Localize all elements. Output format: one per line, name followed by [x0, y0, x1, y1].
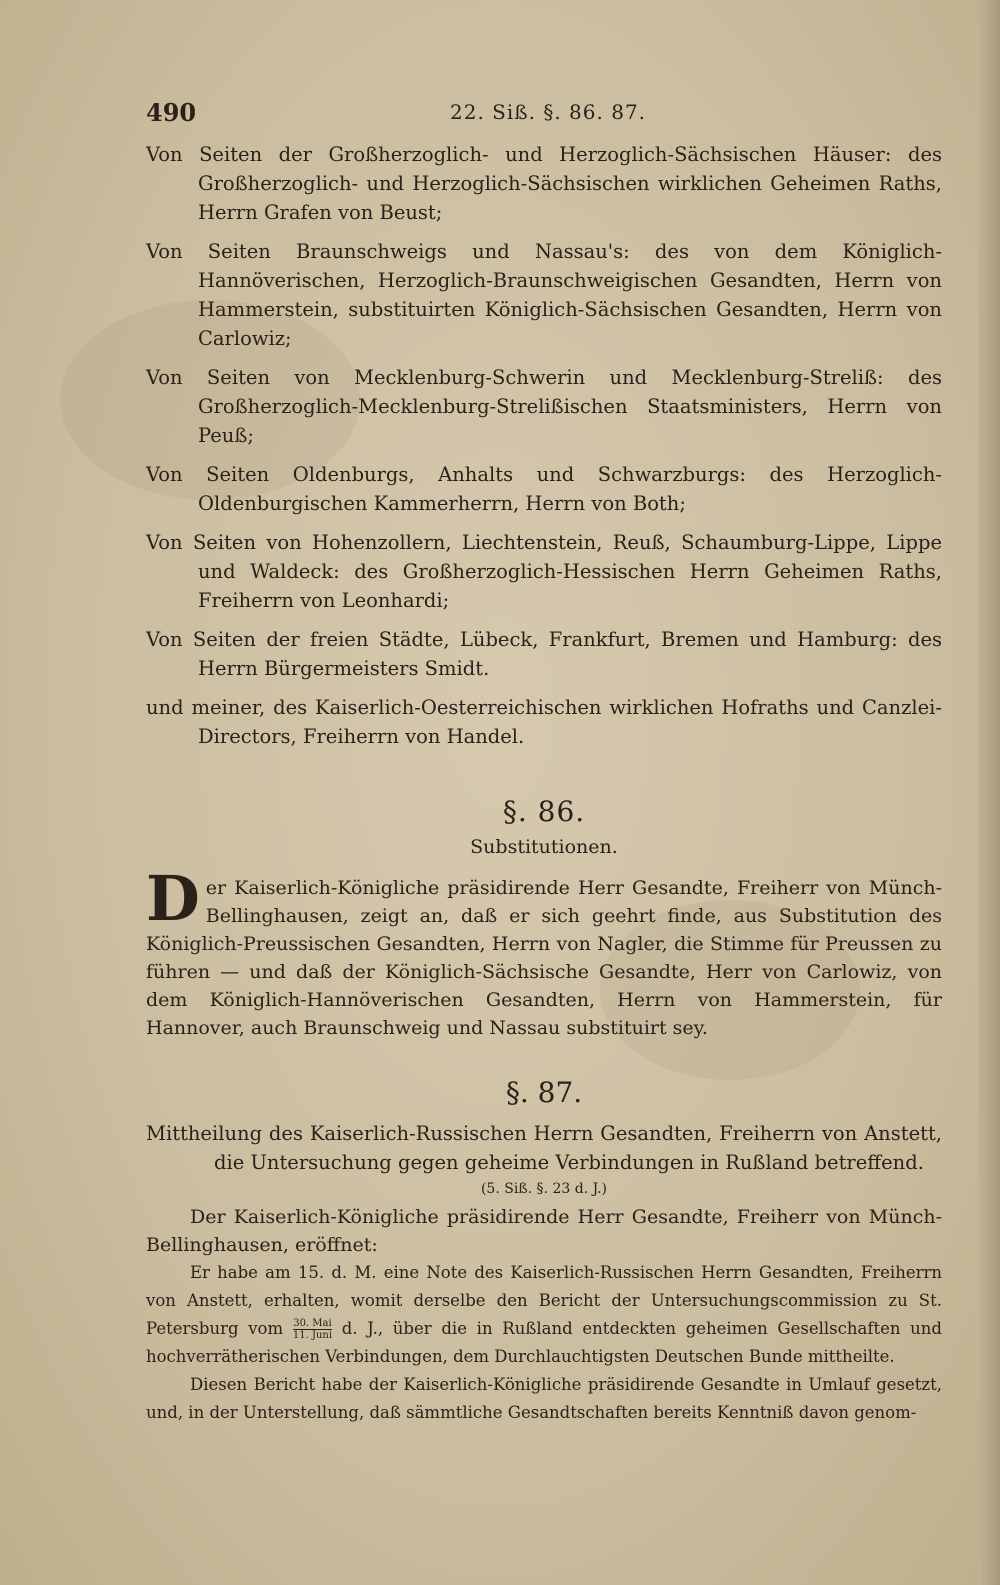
- section-87-intro: Der Kaiserlich-Königliche präsidirende Herr Gesandte, Freiherr von Münch-Bellinghausen, eröffnet:: [146, 1206, 942, 1256]
- page-header: [140, 98, 940, 128]
- drop-cap: D: [146, 862, 200, 935]
- section-87-paragraph-2: Diesen Bericht habe der Kaiserlich-Königliche präsidirende Gesandte in Umlauf gesetzt, und, in der Unterstellung, daß sämmtliche Gesandtschaften bereits Kenntniß davon genom-: [146, 1375, 942, 1422]
- section-87-heading: §. 87.: [505, 1076, 583, 1109]
- delegation-entry: Von Seiten der Großherzoglich- und Herzoglich-Sächsischen Häuser: des Großherzoglich- und Herzoglich-Sächsischen wirklichen Geheimen Raths, Herrn Grafen von Beust;: [146, 143, 942, 224]
- section-86-body: er Kaiserlich-Königliche präsidirende Herr Gesandte, Freiherr von Münch-Bellinghausen, zeigt an, daß er sich geehrt finde, aus Substitution des Königlich-Preussischen Gesandten, Herrn von Nagler, die Stimme für Preussen zu führen — und daß der Königlich-Sächsische Gesandte, Herr von Carlowiz, von dem Königlich-Hannöverischen Gesandten, Herrn von Hammerstein, für Hannover, auch Braunschweig und Nassau substituirt sey.: [146, 877, 942, 1039]
- delegation-entry: Von Seiten von Mecklenburg-Schwerin und Mecklenburg-Streliß: des Großherzoglich-Mecklenburg-Strelißischen Staatsministers, Herrn von Peuß;: [146, 366, 942, 447]
- delegation-entry: Von Seiten Oldenburgs, Anhalts und Schwarzburgs: des Herzoglich-Oldenburgischen Kammerherrn, Herrn von Both;: [146, 463, 942, 515]
- date-bottom: 11. Juni: [292, 1330, 333, 1341]
- page-body: [146, 140, 942, 1427]
- date-fraction: [293, 1318, 332, 1341]
- delegation-entry: Von Seiten Braunschweigs und Nassau's: des von dem Königlich-Hannöverischen, Herzoglich-Braunschweigischen Gesandten, Herrn von Hammerstein, substituirten Königlich-Sächsischen Gesandten, Herrn von Carlowiz;: [146, 240, 942, 350]
- delegation-entry: und meiner, des Kaiserlich-Oesterreichischen wirklichen Hofraths und Canzlei-Directors, Freiherrn von Handel.: [146, 696, 942, 748]
- paragraph-1-part-b: d. J., über die in Rußland entdeckten geheimen Gesellschaften und hochverrätherischen Verbindungen, dem Durchlauchtigsten Deutschen Bunde mittheilte.: [146, 1319, 942, 1366]
- section-87-title: Mittheilung des Kaiserlich-Russischen Herrn Gesandten, Freiherrn von Anstett, die Untersuchung gegen geheime Verbindungen in Rußland betreffend.: [146, 1122, 942, 1174]
- date-top: 30. Mai: [293, 1318, 332, 1329]
- section-86-heading: §. 86.: [502, 795, 586, 828]
- section-86-subtitle: Substitutionen.: [470, 836, 618, 858]
- page-number: 490: [146, 98, 197, 127]
- section-87-reference: (5. Siß. §. 23 d. J.): [480, 1181, 608, 1197]
- section-87-paragraph-1: [146, 1259, 942, 1371]
- running-title: 22. Siß. §. 86. 87.: [450, 100, 647, 124]
- page-gutter: [978, 0, 1000, 1585]
- delegation-entry: Von Seiten von Hohenzollern, Liechtenstein, Reuß, Schaumburg-Lippe, Lippe und Waldeck: des Großherzoglich-Hessischen Herrn Geheimen Raths, Freiherrn von Leonhardi;: [146, 531, 942, 612]
- delegation-entry: Von Seiten der freien Städte, Lübeck, Frankfurt, Bremen und Hamburg: des Herrn Bürgermeisters Smidt.: [146, 628, 942, 680]
- section-86-text: [146, 862, 942, 1042]
- paragraph-1-part-a: Er habe am 15. d. M. eine Note des Kaiserlich-Russischen Herrn Gesandten, Freiherrn von Anstett, erhalten, womit derselbe den Bericht der Untersuchungscommission zu St. Petersburg vom: [146, 1263, 942, 1338]
